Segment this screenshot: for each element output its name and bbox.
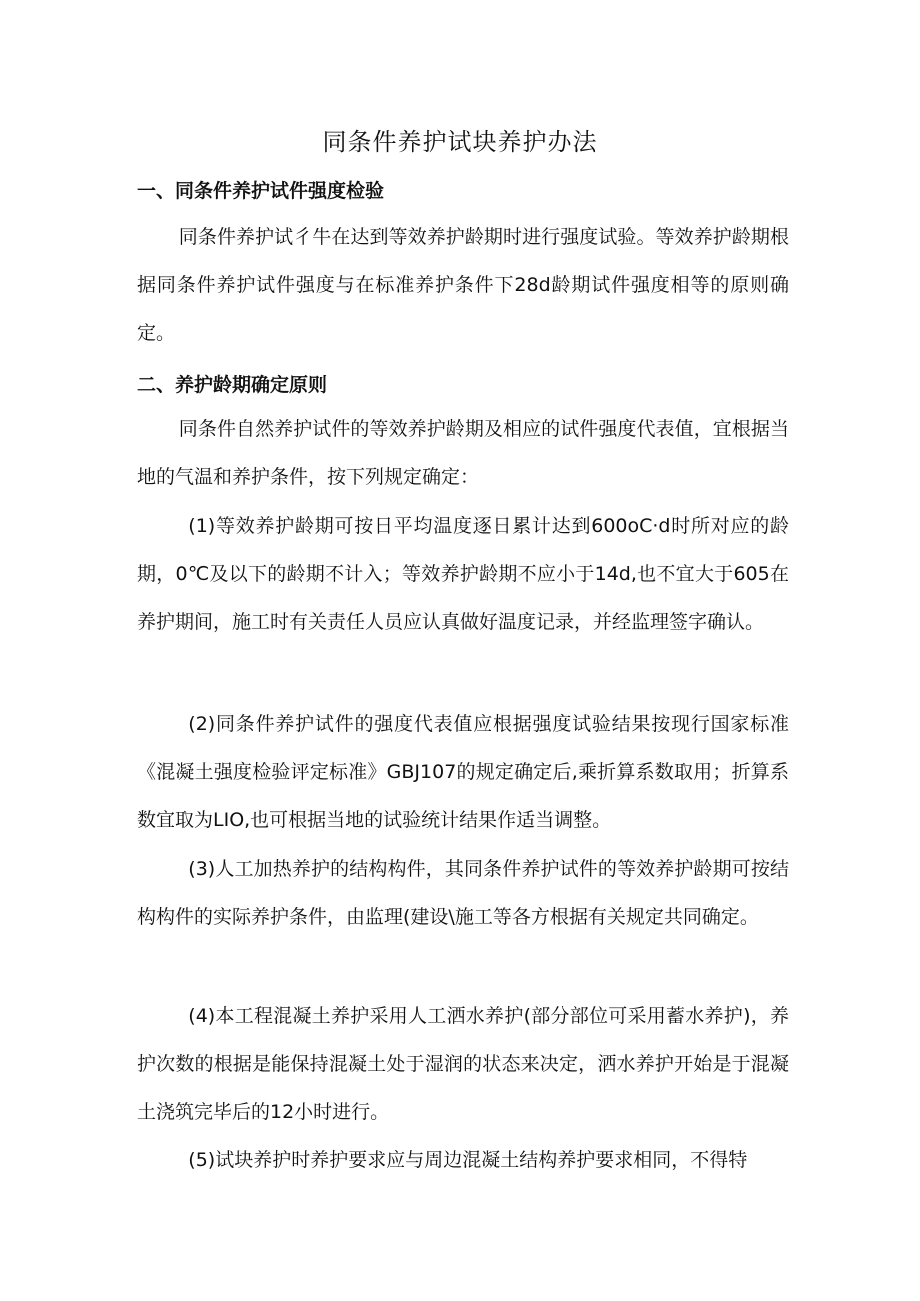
paragraph-rule-4: (4)本工程混凝土养护采用人工洒水养护(部分部位可采用蓄水养护)，养护次数的根据是能保持混凝土处于湿润的状态来决定，洒水养护开始是于混凝土浇筑完毕后的12小时进行。 (137, 1005, 789, 1123)
paragraph-rule-5: (5)试块养护时养护要求应与周边混凝土结构养护要求相同，不得特 (188, 1149, 748, 1171)
section-heading-strength-test: 一、同条件养护试件强度检验 (137, 180, 385, 202)
paragraph-rule-2: (2)同条件养护试件的强度代表值应根据强度试验结果按现行国家标准《混凝土强度检验评定标准》GBJ107的规定确定后,乘折算系数取用；折算系数宜取为LIO,也可根据当地的试验统计结果作适当调整。 (137, 713, 789, 831)
paragraph-strength-test: 同条件养护试彳牛在达到等效养护龄期时进行强度试验。等效养护龄期根据同条件养护试件强度与在标准养护条件下28d龄期试件强度相等的原则确定。 (137, 226, 789, 344)
paragraph-rule-3: (3)人工加热养护的结构构件，其同条件养护试件的等效养护龄期可按结构构件的实际养护条件，由监理(建设\施工等各方根据有关规定共同确定。 (137, 858, 789, 928)
paragraph-rule-1: (1)等效养护龄期可按日平均温度逐日累计达到600oC·d时所对应的龄期，0℃及以下的龄期不计入；等效养护龄期不应小于14d,也不宜大于605在养护期间，施工时有关责任人员应认真做好温度记录，并经监理签字确认。 (137, 515, 789, 633)
paragraph-curing-intro: 同条件自然养护试件的等效养护龄期及相应的试件强度代表值，宜根据当地的气温和养护条件，按下列规定确定： (137, 418, 789, 488)
document-title: 同条件养护试块养护办法 (322, 128, 598, 156)
section-heading-curing-age: 二、养护龄期确定原则 (137, 374, 328, 396)
